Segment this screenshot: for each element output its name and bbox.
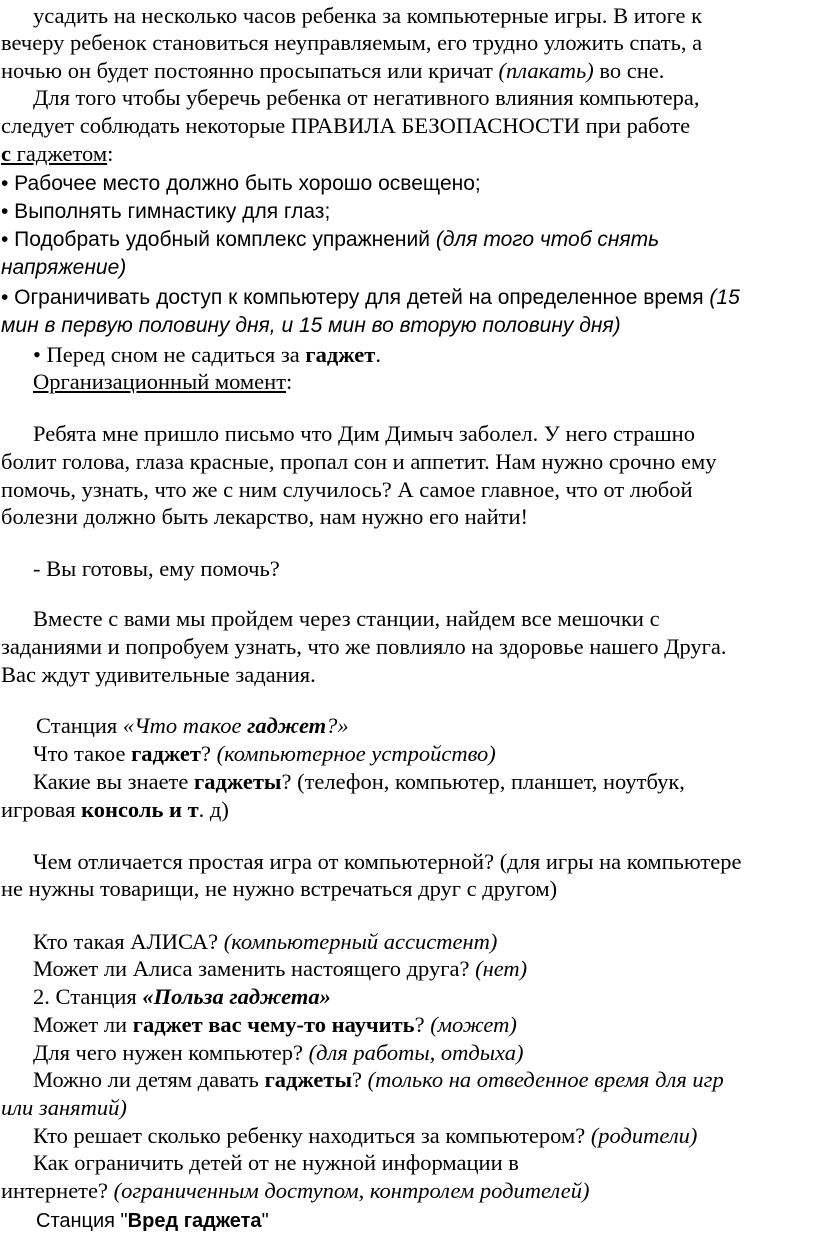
paragraph-line: усадить на несколько часов ребенка за компьютерные игры. В итоге к bbox=[33, 3, 703, 28]
paragraph-line: ночью он будет постоянно просыпаться или кричат (плакать) во сне. bbox=[1, 58, 665, 83]
question-line: Можно ли детям давать гаджеты? (только на отведенное время для игр bbox=[33, 1067, 724, 1092]
question-line: Кто решает сколько ребенку находиться за компьютером? (родители) bbox=[33, 1123, 698, 1148]
rule-item: • Ограничивать доступ к компьютеру для детей на определенное время (15 bbox=[1, 286, 740, 309]
paragraph-line: помочь, узнать, что же с ним случилось? А самое главное, что от любой bbox=[1, 477, 693, 502]
question-line: Как ограничить детей от не нужной информации в bbox=[33, 1150, 519, 1175]
question-line: игровая консоль и т. д) bbox=[1, 797, 229, 822]
question-line: Может ли Алиса заменить настоящего друга? (нет) bbox=[33, 956, 528, 981]
rule-item-continued: напряжение) bbox=[1, 256, 127, 279]
station-heading: 2. Станция «Польза гаджета» bbox=[33, 984, 331, 1009]
question-line: не нужны товарищи, не нужно встречаться друг с другом) bbox=[1, 876, 558, 901]
paragraph-line: Вас ждут удивительные задания. bbox=[1, 662, 316, 687]
rule-item-continued: мин в первую половину дня, и 15 мин во вторую половину дня) bbox=[1, 314, 621, 337]
station-heading: Станция "Вред гаджета" bbox=[36, 1210, 269, 1232]
paragraph-line: вечеру ребенок становиться неуправляемым, его трудно уложить спать, а bbox=[1, 30, 703, 55]
question-line: интернете? (ограниченным доступом, контролем родителей) bbox=[1, 1178, 590, 1203]
question-line: Может ли гаджет вас чему-то научить? (может) bbox=[33, 1012, 517, 1037]
rule-item: • Выполнять гимнастику для глаз; bbox=[1, 200, 331, 223]
question-line: Какие вы знаете гаджеты? (телефон, компьютер, планшет, ноутбук, bbox=[33, 769, 685, 794]
paragraph-line: болит голова, глаза красные, пропал сон и аппетит. Нам нужно срочно ему bbox=[1, 449, 717, 474]
rule-item: • Подобрать удобный комплекс упражнений (для того чтоб снять bbox=[1, 228, 660, 251]
rule-item: • Перед сном не садиться за гаджет. bbox=[33, 342, 381, 367]
paragraph-line: болезни должно быть лекарство, нам нужно его найти! bbox=[1, 504, 529, 529]
paragraph-line: следует соблюдать некоторые ПРАВИЛА БЕЗОПАСНОСТИ при работе bbox=[1, 113, 691, 138]
rule-item: • Рабочее место должно быть хорошо освещено; bbox=[1, 172, 481, 195]
question-line: Кто такая АЛИСА? (компьютерный ассистент) bbox=[33, 929, 498, 954]
question-line: Что такое гаджет? (компьютерное устройство) bbox=[33, 741, 496, 766]
question-line: или занятий) bbox=[1, 1095, 127, 1120]
paragraph-line: Вместе с вами мы пройдем через станции, найдем все мешочки с bbox=[33, 606, 660, 631]
station-heading: Станция «Что такое гаджет?» bbox=[36, 713, 349, 738]
paragraph-line: Для того чтобы уберечь ребенка от негативного влияния компьютера, bbox=[33, 85, 700, 110]
paragraph-line: - Вы готовы, ему помочь? bbox=[33, 556, 280, 581]
paragraph-line: Ребята мне пришло письмо что Дим Димыч заболел. У него страшно bbox=[33, 421, 695, 446]
paragraph-line: с гаджетом: bbox=[1, 141, 114, 166]
section-heading: Организационный момент: bbox=[33, 369, 293, 394]
question-line: Для чего нужен компьютер? (для работы, отдыха) bbox=[33, 1040, 524, 1065]
paragraph-line: заданиями и попробуем узнать, что же повлияло на здоровье нашего Друга. bbox=[1, 634, 727, 659]
question-line: Чем отличается простая игра от компьютерной? (для игры на компьютере bbox=[33, 849, 742, 874]
